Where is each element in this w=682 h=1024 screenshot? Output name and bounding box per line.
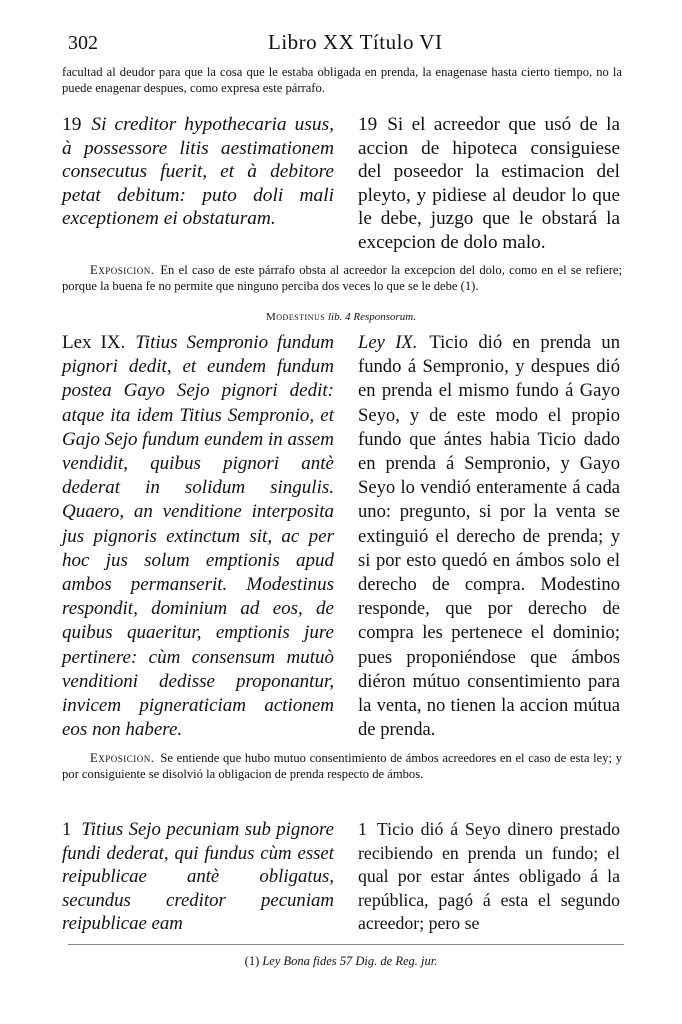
latin-text: Si creditor hypothecaria usus, à possessore litis aestimationem consecutus fuerit, et à debitore petat debitum: puto doli mali exceptionem ei obstaturam. [62,114,334,229]
section-number: 1 [62,819,72,840]
exposition-paragraph [62,262,622,294]
section-1-latin [62,818,334,936]
section-1-spanish [358,818,620,936]
lex-heading: Lex IX. [62,332,126,353]
footnote-divider [68,944,624,945]
page-header [68,30,628,56]
page-number: 302 [68,32,98,54]
ley-heading: Ley IX. [358,332,418,353]
lex-ix-latin [62,331,334,742]
exposition-text: En el caso de este párrafo obsta al acreedor la excepcion del dolo, como en el se refiere; porque la buena fe no permite que ninguno perciba dos veces lo que se le debe (1). [62,263,622,293]
exposition-label: Exposicion. [90,751,155,765]
section-19-spanish [358,113,620,254]
running-head: Libro XX Título VI [268,30,443,54]
source-attribution [0,311,682,323]
section-19-latin [62,113,334,231]
spanish-text: Ticio dió á Seyo dinero prestado recibiendo en prenda un fundo; el qual por estar ántes obligado á la república, pagó á esta el segundo acreedor; pero se [358,819,620,933]
footnote [0,954,682,969]
latin-text: Titius Sempronio fundum pignori dedit, et eundem fundum postea Gayo Sejo pignori dedit: atque ita idem Titius Sempronio, et Gajo Sejo fundum eundem in assem vendidit, quibus pignori antè dederat in solidum singulis. Quaero, an venditione interposita jus pignoris extinctum sit, ac per hoc jus solum emptionis apud ambos permanserit. Modestinus respondit, dominium ad eos, de quibus quaeritur, emptionis jure pertinere: cùm consensum mutuò venditioni dedisse proponantur, invicem pigneraticiam actionem eos non habere. [62,332,334,741]
section-number: 19 [62,114,82,135]
footnote-text: Ley Bona fides 57 Dig. de Reg. jur. [262,954,438,968]
ley-ix-spanish [358,331,620,742]
carry-over-paragraph: facultad al deudor para que la cosa que le estaba obligada en prenda, la enagenase hasta cierto tiempo, no la puede enagenar despues, como expresa este párrafo. [62,65,622,95]
exposition-label: Exposicion. [90,263,155,277]
exposition-paragraph [62,750,622,782]
section-number: 1 [358,819,367,839]
spanish-text: Si el acreedor que usó de la accion de hipoteca consiguiese del poseedor la estimacion del pleyto, y pidiese al deudor lo que le debe, juzgo que le obstará la excepcion de dolo malo. [358,114,620,253]
exposition-text: Se entiende que hubo mutuo consentimiento de ámbos acreedores en el caso de esta ley; y por consiguiente se disolvió la obligacion de prenda respecto de ámbos. [62,751,622,781]
attribution-author: Modestinus [266,311,326,323]
spanish-text: Ticio dió en prenda un fundo á Sempronio, y despues dió en prenda el mismo fundo á Gayo Seyo, y de este modo el propio fundo que ántes habia Ticio dado en prenda á Sempronio, y Gayo Seyo lo vendió enteramente á cada uno: pregunto, si por la venta se extinguió el derecho de prenda; y si por esto quedó en ámbos solo el derecho de compra. Modestino responde, que por derecho de compra les pertenece el dominio; pues proponiéndose que ámbos diéron mútuo consentimiento para la venta, no tienen la accion mútua de prenda. [358,332,620,741]
attribution-work: lib. 4 Responsorum. [327,311,416,323]
footnote-marker: (1) [244,954,260,968]
latin-text: Titius Sejo pecuniam sub pignore fundi dederat, qui fundus cùm esset reipublicae antè obligatus, secundus creditor pecuniam reipublicae eam [62,819,334,934]
section-number: 19 [358,114,378,135]
